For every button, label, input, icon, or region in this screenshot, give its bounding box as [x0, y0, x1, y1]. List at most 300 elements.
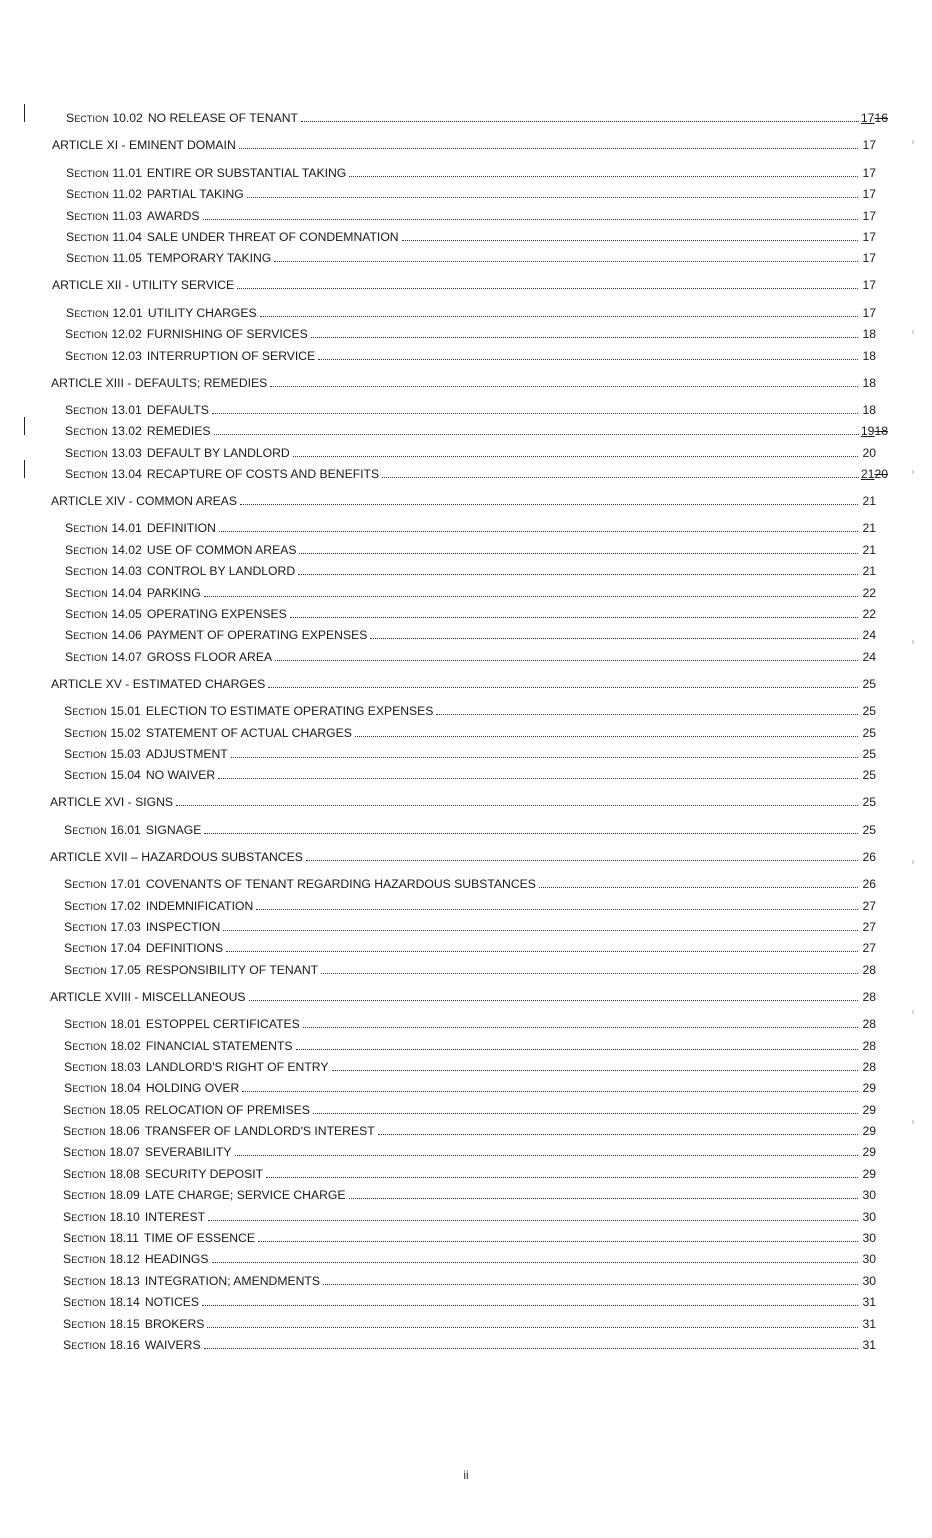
toc-entry-label	[63, 1338, 202, 1352]
toc-section-entry[interactable]	[0, 396, 932, 417]
section-number: 11.01	[112, 165, 142, 180]
page-number: 24	[862, 628, 876, 643]
toc-entry-label	[66, 251, 272, 265]
section-number: 18.07	[109, 1145, 140, 1160]
toc-entry-label	[64, 1017, 301, 1031]
page-number: 25	[862, 676, 876, 691]
section-number: 18.06	[109, 1124, 140, 1139]
toc-entry-label	[64, 899, 254, 913]
section-number: 18.14	[109, 1295, 140, 1310]
section-title: RESPONSIBILITY OF TENANT	[145, 962, 319, 977]
page-number: 31	[862, 1295, 876, 1310]
revised-page-number: 17	[860, 111, 875, 126]
toc-section-entry[interactable]	[0, 104, 932, 125]
section-prefix: Section	[64, 1017, 111, 1032]
section-title: TRANSFER OF LANDLORD'S INTEREST	[144, 1124, 375, 1139]
section-number: 13.04	[111, 467, 142, 482]
toc-entry-label	[65, 650, 273, 664]
section-number: 17.01	[110, 877, 141, 892]
section-title: NO WAIVER	[145, 768, 216, 783]
page-number: 26	[862, 877, 876, 892]
section-number: 14.01	[111, 521, 142, 536]
section-prefix: Section	[64, 962, 111, 977]
dot-leader	[275, 659, 858, 661]
section-title: DEFINITIONS	[145, 941, 224, 956]
section-title: GROSS FLOOR AREA	[146, 649, 273, 664]
dot-leader	[231, 756, 858, 758]
page-number: 22	[862, 585, 876, 600]
toc-section-entry[interactable]	[0, 1095, 932, 1116]
struck-page-number: 18	[874, 424, 888, 439]
dot-leader	[301, 120, 859, 122]
toc-section-entry[interactable]	[0, 1117, 932, 1138]
section-title: RECAPTURE OF COSTS AND BENEFITS	[146, 467, 380, 482]
toc-article-entry[interactable]	[0, 982, 932, 1004]
section-title: COVENANTS OF TENANT REGARDING HAZARDOUS SUBSTANCES	[145, 877, 536, 892]
toc-entry-label	[51, 376, 268, 390]
toc-entry-label	[63, 1231, 256, 1245]
page-number: 30	[862, 1209, 876, 1224]
page-number: 30	[862, 1188, 876, 1203]
section-title: NO RELEASE OF TENANT	[147, 111, 298, 126]
section-title: TEMPORARY TAKING	[146, 251, 272, 266]
section-title: AWARDS	[146, 208, 200, 223]
toc-section-entry[interactable]	[0, 1266, 932, 1287]
dot-leader	[204, 595, 858, 597]
section-number: 18.11	[109, 1231, 139, 1246]
section-prefix: Section	[66, 208, 113, 223]
toc-section-entry[interactable]	[0, 1138, 932, 1159]
section-title: SALE UNDER THREAT OF CONDEMNATION	[146, 229, 399, 244]
section-title: SEVERABILITY	[144, 1145, 232, 1160]
toc-entry-label	[65, 628, 368, 642]
dot-leader	[378, 1133, 858, 1135]
section-title: INDEMNIFICATION	[145, 898, 254, 913]
toc-entry-label	[64, 1039, 294, 1053]
revised-page-number: 21	[860, 467, 875, 482]
toc-entry-label	[65, 424, 212, 438]
section-number: 12.02	[111, 327, 142, 342]
section-number: 11.03	[112, 208, 142, 223]
page-number: 28	[862, 989, 876, 1004]
toc-entry-label	[63, 1274, 321, 1288]
dot-leader	[212, 412, 858, 414]
dot-leader	[318, 358, 858, 360]
dot-leader	[239, 147, 858, 149]
toc-entry-label	[65, 467, 380, 481]
toc-section-entry[interactable]	[0, 298, 932, 319]
dot-leader	[268, 686, 858, 688]
dot-leader	[402, 239, 858, 241]
dot-leader	[296, 1048, 858, 1050]
dot-leader	[240, 503, 858, 505]
section-prefix: Section	[63, 1337, 110, 1352]
toc-section-entry[interactable]	[0, 740, 932, 761]
toc-section-entry[interactable]	[0, 180, 932, 201]
page-number: 31	[862, 1316, 876, 1331]
page-number: 17	[862, 138, 876, 153]
dot-leader	[256, 908, 858, 910]
section-number: 14.03	[111, 564, 142, 579]
section-number: 13.01	[111, 402, 142, 417]
page-number: 30	[862, 1231, 876, 1246]
section-prefix: Section	[64, 1038, 111, 1053]
dot-leader	[203, 218, 858, 220]
section-prefix: Section	[65, 467, 112, 482]
section-title: ELECTION TO ESTIMATE OPERATING EXPENSES	[145, 704, 434, 719]
page-number: 28	[862, 1017, 876, 1032]
section-prefix: Section	[64, 877, 111, 892]
page-number: 30	[862, 1273, 876, 1288]
page-number: 29	[862, 1102, 876, 1117]
page-number: 29	[862, 1145, 876, 1160]
page-number: 21	[862, 542, 876, 557]
section-number: 14.07	[111, 649, 142, 664]
dot-leader	[313, 1112, 858, 1114]
page-number: 25	[862, 725, 876, 740]
toc-entry-label	[63, 1188, 347, 1202]
toc-entry-label	[63, 1167, 264, 1181]
section-prefix: Section	[63, 1166, 110, 1181]
section-title: FURNISHING OF SERVICES	[146, 327, 308, 342]
article-title: ARTICLE XVIII - MISCELLANEOUS	[50, 989, 246, 1004]
page-number: 27	[862, 919, 876, 934]
section-prefix: Section	[63, 1102, 110, 1117]
toc-article-entry[interactable]	[0, 368, 932, 390]
section-title: INTEGRATION; AMENDMENTS	[144, 1273, 320, 1288]
toc-entry-label	[64, 747, 229, 761]
revised-page-number: 19	[860, 424, 875, 439]
toc-entry-label	[66, 166, 347, 180]
section-prefix: Section	[64, 768, 111, 783]
toc-section-entry[interactable]	[0, 514, 932, 535]
section-prefix: Section	[65, 585, 112, 600]
toc-section-entry[interactable]	[0, 955, 932, 976]
article-title: ARTICLE XI - EMINENT DOMAIN	[52, 138, 236, 153]
page-number: 29	[862, 1081, 876, 1096]
section-prefix: Section	[65, 628, 112, 643]
dot-leader	[249, 999, 858, 1001]
page-number: 22	[862, 607, 876, 622]
section-title: FINANCIAL STATEMENTS	[145, 1038, 293, 1053]
toc-entry-label	[66, 306, 258, 320]
toc-article-entry[interactable]	[0, 669, 932, 691]
dot-leader	[382, 476, 859, 478]
section-title: NOTICES	[144, 1295, 199, 1310]
section-prefix: Section	[65, 424, 112, 439]
toc-entry-label	[65, 543, 297, 557]
page-number: 17	[862, 165, 876, 180]
toc-section-entry[interactable]	[0, 1202, 932, 1223]
dot-leader	[349, 1197, 858, 1199]
toc-section-entry[interactable]	[0, 815, 932, 836]
toc-entry-label	[64, 920, 221, 934]
dot-leader	[226, 950, 858, 952]
page-number: 27	[862, 898, 876, 913]
dot-leader	[321, 972, 858, 974]
toc-section-entry[interactable]	[0, 1053, 932, 1074]
page-number: 27	[862, 941, 876, 956]
toc-section-entry[interactable]	[0, 578, 932, 599]
toc-article-entry[interactable]	[0, 787, 932, 809]
section-number: 11.04	[112, 229, 142, 244]
dot-leader	[204, 1347, 858, 1349]
toc-entry-label	[66, 187, 245, 201]
toc-entry-label	[65, 403, 210, 417]
section-number: 14.05	[111, 607, 142, 622]
dot-leader	[235, 1154, 858, 1156]
toc-entry-label	[50, 795, 174, 809]
section-title: BROKERS	[144, 1316, 205, 1331]
toc-entry-label	[50, 850, 304, 864]
toc-section-entry[interactable]	[0, 223, 932, 244]
toc-section-entry[interactable]	[0, 870, 932, 891]
dot-leader	[219, 530, 858, 532]
toc-section-entry[interactable]	[0, 557, 932, 578]
toc-entry-label	[64, 1081, 240, 1095]
toc-entry-label	[51, 677, 266, 691]
toc-section-entry[interactable]	[0, 417, 932, 438]
struck-page-number: 16	[874, 111, 888, 126]
section-title: STATEMENT OF ACTUAL CHARGES	[145, 725, 352, 740]
dot-leader	[290, 616, 858, 618]
article-title: ARTICLE XV - ESTIMATED CHARGES	[51, 676, 266, 691]
section-prefix: Section	[63, 1188, 110, 1203]
section-title: LATE CHARGE; SERVICE CHARGE	[144, 1188, 346, 1203]
section-prefix: Section	[65, 649, 112, 664]
toc-entry-label	[63, 1124, 376, 1138]
revision-change-bar	[24, 417, 25, 435]
dot-leader	[349, 175, 858, 177]
toc-entry-label	[64, 726, 353, 740]
toc-entry-label	[65, 521, 217, 535]
page-number: 17	[862, 229, 876, 244]
toc-section-entry[interactable]	[0, 1309, 932, 1330]
section-number: 17.03	[110, 919, 141, 934]
toc-section-entry[interactable]	[0, 320, 932, 341]
section-prefix: Section	[64, 898, 111, 913]
section-number: 11.05	[112, 251, 142, 266]
toc-entry-label	[64, 704, 434, 718]
section-prefix: Section	[63, 1273, 110, 1288]
toc-article-entry[interactable]	[0, 842, 932, 864]
toc-entry-label	[66, 111, 299, 125]
toc-section-entry[interactable]	[0, 158, 932, 179]
toc-entry-label	[64, 1060, 330, 1074]
toc-section-entry[interactable]	[0, 621, 932, 642]
toc-section-entry[interactable]	[0, 244, 932, 265]
section-prefix: Section	[63, 1209, 110, 1224]
dot-leader	[258, 1240, 858, 1242]
dot-leader	[176, 804, 858, 806]
article-title: ARTICLE XIII - DEFAULTS; REMEDIES	[51, 375, 268, 390]
toc-article-entry[interactable]	[0, 486, 932, 508]
dot-leader	[299, 552, 858, 554]
page-number: 29	[862, 1166, 876, 1181]
section-prefix: Section	[63, 1124, 110, 1139]
dot-leader	[202, 1304, 858, 1306]
section-title: SIGNAGE	[145, 822, 202, 837]
section-prefix: Section	[66, 229, 113, 244]
toc-section-entry[interactable]	[0, 460, 932, 481]
section-title: PARKING	[146, 585, 201, 600]
toc-section-entry[interactable]	[0, 1224, 932, 1245]
section-prefix: Section	[63, 1231, 110, 1246]
section-number: 10.02	[112, 111, 143, 126]
page-number: 24	[862, 649, 876, 664]
toc-section-entry[interactable]	[0, 697, 932, 718]
toc-section-entry[interactable]	[0, 201, 932, 222]
toc-entry-label	[63, 1145, 233, 1159]
toc-section-entry[interactable]	[0, 718, 932, 739]
section-title: INTEREST	[144, 1209, 206, 1224]
toc-entry-label	[63, 1210, 206, 1224]
toc-section-entry[interactable]	[0, 1331, 932, 1352]
page-number: 17	[862, 208, 876, 223]
section-number: 12.03	[111, 348, 142, 363]
section-prefix: Section	[64, 1059, 111, 1074]
section-prefix: Section	[63, 1295, 110, 1310]
toc-section-entry[interactable]	[0, 1181, 932, 1202]
article-title: ARTICLE XII - UTILITY SERVICE	[52, 278, 235, 293]
toc-section-entry[interactable]	[0, 761, 932, 782]
page-number: 18	[862, 348, 876, 363]
toc-entry-label	[64, 963, 319, 977]
section-prefix: Section	[66, 187, 113, 202]
page-number: 26	[862, 849, 876, 864]
toc-section-entry[interactable]	[0, 1159, 932, 1180]
section-number: 18.05	[109, 1102, 140, 1117]
toc-section-entry[interactable]	[0, 891, 932, 912]
toc-entry-label	[65, 564, 296, 578]
dot-leader	[436, 713, 858, 715]
section-prefix: Section	[64, 725, 111, 740]
page-number: 20	[862, 445, 876, 460]
dot-leader	[274, 260, 858, 262]
toc-entry-label	[63, 1295, 200, 1309]
toc-section-entry[interactable]	[0, 535, 932, 556]
section-prefix: Section	[64, 704, 111, 719]
section-number: 18.01	[110, 1017, 141, 1032]
toc-section-entry[interactable]	[0, 341, 932, 362]
section-prefix: Section	[63, 1252, 110, 1267]
dot-leader	[207, 1326, 858, 1328]
page-number: 18	[862, 327, 876, 342]
section-title: REMEDIES	[146, 424, 211, 439]
article-title: ARTICLE XVII – HAZARDOUS SUBSTANCES	[50, 849, 303, 864]
dot-leader	[237, 287, 858, 289]
section-title: LANDLORD'S RIGHT OF ENTRY	[145, 1059, 329, 1074]
page-number: 21	[862, 521, 876, 536]
section-title: PARTIAL TAKING	[146, 187, 244, 202]
toc-entry-label	[63, 1317, 205, 1331]
toc-section-entry[interactable]	[0, 1031, 932, 1052]
section-number: 13.03	[111, 445, 142, 460]
toc-section-entry[interactable]	[0, 642, 932, 663]
toc-section-entry[interactable]	[0, 913, 932, 934]
page-number-footer: ii	[463, 1468, 469, 1482]
page-number: 17	[862, 251, 876, 266]
toc-article-entry[interactable]	[0, 270, 932, 292]
toc-entry-label	[52, 278, 235, 292]
page-number: 31	[862, 1337, 876, 1352]
section-title: DEFAULT BY LANDLORD	[146, 445, 290, 460]
section-prefix: Section	[65, 327, 112, 342]
section-number: 18.10	[109, 1209, 140, 1224]
toc-section-entry[interactable]	[0, 1074, 932, 1095]
section-prefix: Section	[65, 445, 112, 460]
toc-entry-label	[64, 768, 216, 782]
page-number: 25	[862, 795, 876, 810]
section-title: ESTOPPEL CERTIFICATES	[145, 1017, 300, 1032]
toc-entry-label	[50, 990, 247, 1004]
section-title: INSPECTION	[145, 919, 221, 934]
section-prefix: Section	[66, 251, 113, 266]
dot-leader	[247, 196, 858, 198]
page-number: 28	[862, 962, 876, 977]
toc-entry-label	[63, 1252, 210, 1266]
section-number: 18.13	[109, 1273, 140, 1288]
page-number: 30	[862, 1252, 876, 1267]
dot-leader	[306, 859, 858, 861]
toc-entry-label	[65, 607, 288, 621]
section-prefix: Section	[65, 402, 112, 417]
page-number	[861, 111, 888, 125]
dot-leader	[293, 455, 858, 457]
toc-section-entry[interactable]	[0, 600, 932, 621]
toc-entry-label	[65, 586, 202, 600]
toc-entry-label	[66, 230, 400, 244]
section-number: 15.03	[110, 746, 141, 761]
page-number: 21	[862, 564, 876, 579]
dot-leader	[223, 929, 858, 931]
page-number: 25	[862, 768, 876, 783]
section-prefix: Section	[65, 564, 112, 579]
section-number: 11.02	[112, 187, 142, 202]
section-number: 18.08	[109, 1166, 140, 1181]
section-prefix: Section	[63, 1145, 110, 1160]
dot-leader	[355, 735, 858, 737]
page-number: 28	[862, 1059, 876, 1074]
section-prefix: Section	[64, 941, 111, 956]
scan-edge-artifacts	[912, 0, 926, 1538]
toc-article-entry[interactable]	[0, 130, 932, 152]
toc-section-entry[interactable]	[0, 934, 932, 955]
toc-section-entry[interactable]	[0, 1288, 932, 1309]
section-title: DEFINITION	[146, 521, 216, 536]
section-title: CONTROL BY LANDLORD	[146, 564, 296, 579]
section-number: 18.09	[109, 1188, 140, 1203]
toc-section-entry[interactable]	[0, 438, 932, 459]
section-number: 18.15	[109, 1316, 140, 1331]
page-number	[861, 467, 888, 481]
section-number: 18.04	[110, 1081, 141, 1096]
section-title: UTILITY CHARGES	[147, 305, 257, 320]
toc-section-entry[interactable]	[0, 1010, 932, 1031]
section-title: OPERATING EXPENSES	[146, 607, 287, 622]
dot-leader	[270, 385, 858, 387]
section-number: 16.01	[110, 822, 141, 837]
section-prefix: Section	[66, 165, 113, 180]
article-title: ARTICLE XIV - COMMON AREAS	[51, 494, 238, 509]
section-number: 18.16	[109, 1337, 140, 1352]
section-number: 17.05	[110, 962, 141, 977]
toc-section-entry[interactable]	[0, 1245, 932, 1266]
toc-entry-label	[51, 494, 238, 508]
page-number: 21	[862, 494, 876, 509]
section-prefix: Section	[64, 746, 111, 761]
dot-leader	[539, 886, 858, 888]
